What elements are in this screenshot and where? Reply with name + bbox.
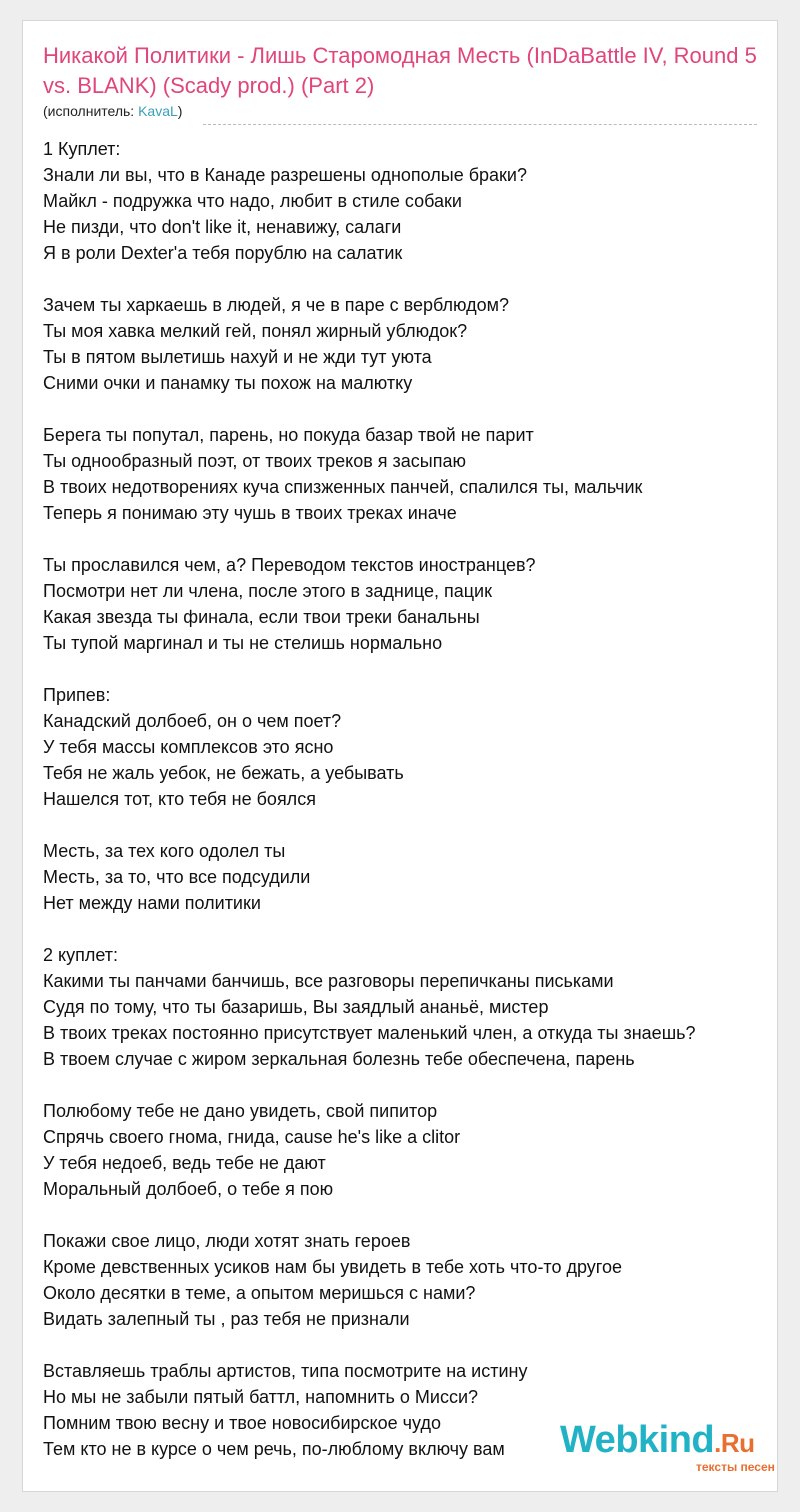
lyrics-stanza (43, 682, 779, 812)
lyrics-line: 2 куплет: (43, 945, 118, 965)
logo-tld: .Ru (714, 1428, 755, 1458)
lyrics-line: Канадский долбоеб, он о чем поет? (43, 711, 342, 731)
lyrics-line: Теперь я понимаю эту чушь в твоих треках иначе (43, 503, 457, 523)
lyrics-line: Но мы не забыли пятый баттл, напомнить о Мисси? (43, 1387, 479, 1407)
lyrics-line: Ты в пятом вылетишь нахуй и не жди тут уюта (43, 347, 432, 367)
lyrics-line: Знали ли вы, что в Канаде разрешены однополые браки? (43, 165, 527, 185)
lyrics-stanza (43, 292, 779, 396)
lyrics-line: Какая звезда ты финала, если твои треки банальны (43, 607, 480, 627)
song-title: Никакой Политики - Лишь Старомодная Месть (InDaBattle IV, Round 5 vs. BLANK) (Scady prod.) (Part 2) (43, 43, 757, 98)
artist-prefix: (исполнитель: (43, 103, 139, 119)
lyrics-stanza (43, 838, 779, 916)
lyrics-line: В твоем случае с жиром зеркальная болезнь тебе обеспечена, парень (43, 1049, 635, 1069)
lyrics-line: Тебя не жаль уебок, не бежать, а уебывать (43, 763, 404, 783)
lyrics-stanza (43, 1228, 779, 1332)
lyrics-line: Ты моя хавка мелкий гей, понял жирный ублюдок? (43, 321, 468, 341)
lyrics-line: Ты однообразный поэт, от твоих треков я засыпаю (43, 451, 466, 471)
logo-name: Webkind (560, 1419, 715, 1461)
lyrics-line: В твоих треках постоянно присутствует маленький член, а откуда ты знаешь? (43, 1023, 696, 1043)
artist-suffix: ) (177, 103, 183, 119)
lyrics-line: Какими ты панчами банчишь, все разговоры перепичканы письками (43, 971, 614, 991)
lyrics-line: Припев: (43, 685, 111, 705)
lyrics-line: Нашелся тот, кто тебя не боялся (43, 789, 316, 809)
lyrics-line: Майкл - подружка что надо, любит в стиле собаки (43, 191, 462, 211)
lyrics-line: Месть, за тех кого одолел ты (43, 841, 286, 861)
lyrics-line: Нет между нами политики (43, 893, 261, 913)
lyrics-line: Покажи свое лицо, люди хотят знать героев (43, 1231, 411, 1251)
lyrics-line: Вставляешь траблы артистов, типа посмотрите на истину (43, 1361, 528, 1381)
lyrics-line: Около десятки в теме, а опытом меришься с нами? (43, 1283, 476, 1303)
lyrics-line: Посмотри нет ли члена, после этого в заднице, пацик (43, 581, 492, 601)
webkind-logo[interactable] (560, 1420, 755, 1463)
logo-tagline: тексты песен (696, 1460, 775, 1474)
artist-line (43, 103, 182, 119)
lyrics-line: Ты прославился чем, а? Переводом текстов иностранцев? (43, 555, 536, 575)
lyrics-page (22, 20, 778, 1492)
lyrics-line: Видать залепный ты , раз тебя не признали (43, 1309, 410, 1329)
lyrics-line: Полюбому тебе не дано увидеть, свой пипитор (43, 1101, 438, 1121)
lyrics-stanza (43, 552, 779, 656)
lyrics-line: У тебя недоеб, ведь тебе не дают (43, 1153, 326, 1173)
lyrics-line: Тем кто не в курсе о чем речь, по-люблому включу вам (43, 1439, 505, 1459)
lyrics-line: Ты тупой маргинал и ты не стелишь нормально (43, 633, 443, 653)
lyrics-line: Моральный долбоеб, о тебе я пою (43, 1179, 334, 1199)
lyrics-line: Судя по тому, что ты базаришь, Вы заядлый ананьё, мистер (43, 997, 549, 1017)
lyrics-line: Я в роли Dexter'a тебя порублю на салатик (43, 243, 403, 263)
lyrics-line: Помним твою весну и твое новосибирское чудо (43, 1413, 441, 1433)
title-divider (203, 124, 757, 125)
lyrics-stanza (43, 942, 779, 1072)
lyrics-stanza (43, 422, 779, 526)
lyrics-body (43, 136, 779, 1488)
lyrics-line: Месть, за то, что все подсудили (43, 867, 311, 887)
lyrics-line: У тебя массы комплексов это ясно (43, 737, 334, 757)
lyrics-stanza (43, 1098, 779, 1202)
lyrics-stanza (43, 136, 779, 266)
lyrics-line: В твоих недотворениях куча спизженных панчей, спалился ты, мальчик (43, 477, 643, 497)
lyrics-line: Берега ты попутал, парень, но покуда базар твой не парит (43, 425, 534, 445)
lyrics-line: 1 Куплет: (43, 139, 121, 159)
lyrics-line: Кроме девственных усиков нам бы увидеть в тебе хоть что-то другое (43, 1257, 622, 1277)
lyrics-line: Зачем ты харкаешь в людей, я че в паре с верблюдом? (43, 295, 509, 315)
lyrics-line: Не пизди, что don't like it, ненавижу, салаги (43, 217, 402, 237)
lyrics-line: Спрячь своего гнома, гнида, cause he's like a clitor (43, 1127, 461, 1147)
lyrics-line: Сними очки и панамку ты похож на малютку (43, 373, 413, 393)
artist-link[interactable]: KavaL (138, 103, 178, 119)
